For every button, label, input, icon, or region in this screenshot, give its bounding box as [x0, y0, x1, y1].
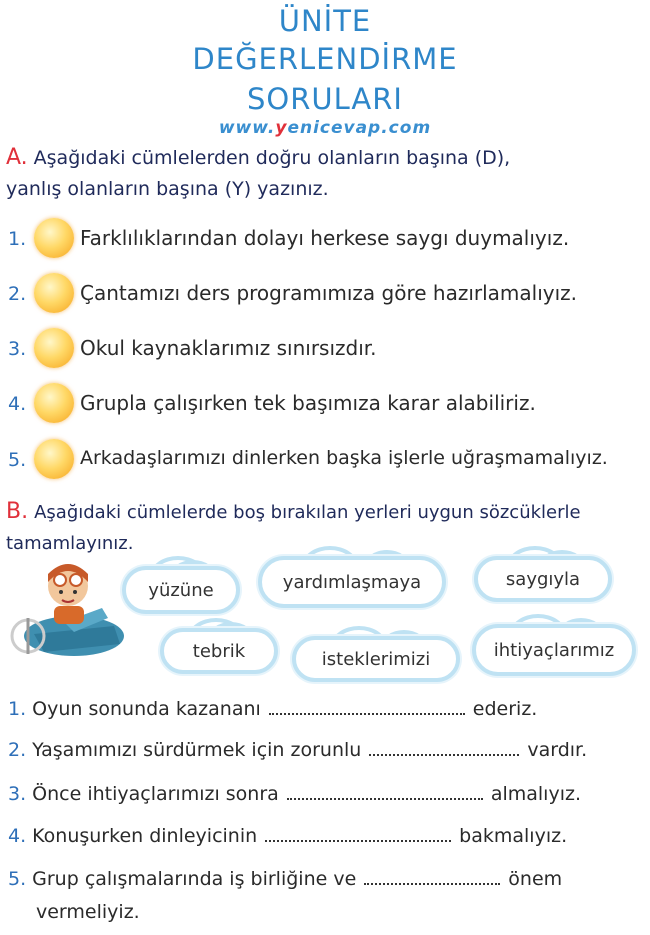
section-a-item-text: Arkadaşlarımızı dinlerken başka işlerle uğraşmamalıyız.: [80, 447, 608, 469]
section-b-item-number: 5.: [8, 868, 27, 890]
word-bank-word: tebrik: [192, 640, 246, 662]
page-title-line-1: ÜNİTE: [278, 4, 372, 38]
answer-circle-5[interactable]: [34, 439, 74, 479]
word-bank-cloud: [472, 624, 636, 676]
section-b-item: [8, 739, 587, 761]
section-b-item-text-after: bakmalıyız.: [459, 825, 568, 847]
section-a-item-text: Farklılıklarından dolayı herkese saygı duymalıyız.: [80, 226, 570, 250]
section-a-item-text: Grupla çalışırken tek başımıza karar alabiliriz.: [80, 391, 536, 415]
section-b-item-text-after: ederiz.: [472, 698, 538, 720]
section-b-item: [8, 783, 581, 805]
section-b-item-number: 1.: [8, 698, 27, 720]
answer-circle-2[interactable]: [34, 273, 74, 313]
section-b-item-text-after: önem: [508, 868, 563, 890]
word-bank-word: isteklerimizi: [321, 648, 431, 670]
blank-line-5[interactable]: [364, 869, 500, 885]
site-watermark: [0, 118, 650, 138]
section-b-item: [8, 825, 567, 847]
section-b-item-text-before: Grup çalışmalarında iş birliğine ve: [32, 868, 357, 890]
section-a-instruction-line-2: yanlış olanların başına (Y) yazınız.: [6, 178, 329, 200]
section-a-item-text: Okul kaynaklarımız sınırsızdır.: [80, 336, 377, 360]
blank-line-3[interactable]: [287, 784, 483, 800]
word-bank-cloud: [160, 628, 278, 674]
answer-circle-3[interactable]: [34, 328, 74, 368]
word-bank-word: yüzüne: [148, 579, 214, 601]
word-bank-cloud: [474, 556, 612, 602]
section-a-item-text: Çantamızı ders programımıza göre hazırlamalıyız.: [80, 281, 578, 305]
blank-line-1[interactable]: [269, 699, 465, 715]
site-highlight: y: [275, 118, 288, 138]
section-b-item-number: 3.: [8, 783, 27, 805]
section-b-item-continuation: vermeliyiz.: [36, 901, 140, 923]
section-b-instruction-line-2: tamamlayınız.: [6, 533, 134, 554]
word-bank-cloud: [292, 636, 460, 682]
word-bank-cloud: [258, 556, 446, 608]
section-a-item-number: 2.: [8, 283, 27, 305]
word-bank-word: ihtiyaçlarımız: [493, 639, 615, 661]
word-bank-word: saygıyla: [505, 568, 581, 590]
section-b-item-number: 4.: [8, 825, 27, 847]
pilot-airplane-illustration: [4, 556, 126, 668]
page-title-line-3: SORULARI: [247, 82, 403, 116]
section-b-instruction: [6, 496, 646, 559]
word-bank-word: yardımlaşmaya: [282, 571, 422, 593]
section-b-item-text-before: Konuşurken dinleyicinin: [32, 825, 258, 847]
section-a-item-number: 3.: [8, 338, 27, 360]
section-a-item-number: 5.: [8, 449, 27, 471]
section-b-instruction-line-1: Aşağıdaki cümlelerde boş bırakılan yerleri uygun sözcüklerle: [34, 502, 581, 523]
site-prefix: www.: [218, 118, 276, 138]
section-b-item-text-before: Önce ihtiyaçlarımızı sonra: [32, 783, 279, 805]
blank-line-4[interactable]: [265, 826, 451, 842]
section-b-item-text-before: Yaşamımızı sürdürmek için zorunlu: [32, 739, 362, 761]
section-b-item-text-before: Oyun sonunda kazananı: [32, 698, 261, 720]
section-a-instruction: [6, 142, 646, 205]
section-a-item-number: 1.: [8, 228, 27, 250]
section-b-item-number: 2.: [8, 739, 27, 761]
section-b-item: [8, 868, 562, 890]
page-title-line-2: DEĞERLENDİRME: [192, 42, 458, 76]
answer-circle-1[interactable]: [34, 218, 74, 258]
word-bank-cloud: [122, 566, 240, 614]
section-b-item-text-after: almalıyız.: [490, 783, 581, 805]
section-b-item: [8, 698, 537, 720]
section-b-item-text-after: vardır.: [527, 739, 588, 761]
section-b-letter: B.: [6, 499, 29, 524]
section-a-instruction-line-1: Aşağıdaki cümlelerden doğru olanların başına (D),: [33, 147, 511, 169]
site-rest: enicevap.com: [287, 118, 432, 138]
answer-circle-4[interactable]: [34, 383, 74, 423]
section-a-letter: A.: [6, 145, 28, 170]
section-a-item-number: 4.: [8, 393, 27, 415]
blank-line-2[interactable]: [369, 740, 519, 756]
